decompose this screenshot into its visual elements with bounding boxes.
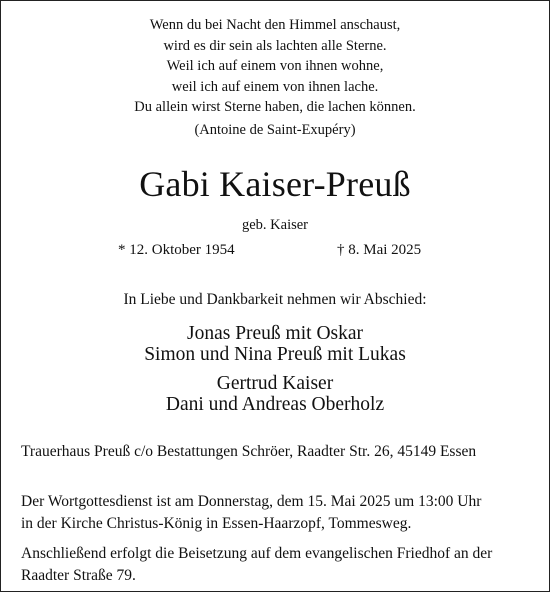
- mourners-group-relatives: [1, 373, 549, 415]
- birth-name: geb. Kaiser: [241, 217, 309, 233]
- mourner-line: Dani und Andreas Oberholz: [165, 394, 385, 415]
- deceased-name: Gabi Kaiser-Preuß: [139, 164, 411, 204]
- service-info: [21, 491, 481, 535]
- birth-date: * 12. Oktober 1954: [118, 242, 235, 258]
- poem-line: Wenn du bei Nacht den Himmel anschaust,: [149, 17, 401, 33]
- death-date: † 8. Mai 2025: [337, 242, 422, 258]
- mourner-line: Gertrud Kaiser: [216, 373, 334, 394]
- service-line: in der Kirche Christus-König in Essen-Haarzopf, Tommesweg.: [21, 515, 412, 532]
- service-line: Der Wortgottesdienst ist am Donnerstag, dem 15. Mai 2025 um 13:00 Uhr: [21, 493, 482, 510]
- burial-info: [21, 543, 492, 587]
- poem-block: [1, 15, 549, 118]
- poem-line: wird es dir sein als lachten alle Sterne.: [163, 37, 387, 54]
- poem-line: weil ich auf einem von ihnen lache.: [171, 78, 379, 95]
- mourner-line: Jonas Preuß mit Oskar: [186, 323, 364, 344]
- burial-line: Raadter Straße 79.: [21, 567, 136, 584]
- poem-attribution: (Antoine de Saint-Exupéry): [194, 122, 356, 138]
- poem-line: Du allein wirst Sterne haben, die lachen können.: [134, 99, 416, 115]
- farewell-text: In Liebe und Dankbarkeit nehmen wir Abschied:: [123, 291, 427, 308]
- funeral-home-address: Trauerhaus Preuß c/o Bestattungen Schröer, Raadter Str. 26, 45149 Essen: [21, 443, 477, 460]
- mourner-line: Simon und Nina Preuß mit Lukas: [144, 344, 406, 365]
- poem-line: Weil ich auf einem von ihnen wohne,: [166, 58, 384, 74]
- mourners-group-children: [1, 323, 549, 365]
- burial-line: Anschließend erfolgt die Beisetzung auf dem evangelischen Friedhof an der: [21, 545, 493, 562]
